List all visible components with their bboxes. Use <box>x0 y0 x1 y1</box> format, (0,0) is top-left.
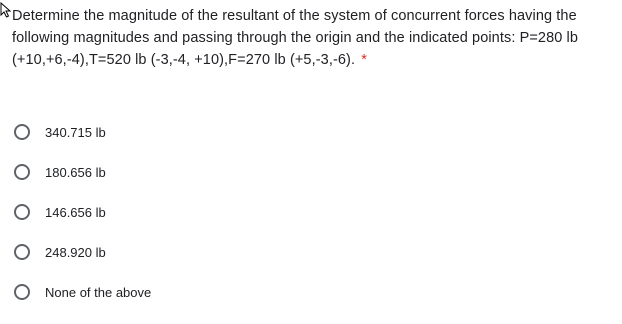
question-body: Determine the magnitude of the resultant of the system of concurrent forces having the following magnitudes and passing through the origin and the indicated points: P=280 lb (+10,+6,-4),T=520 lb (-3,-4, +10),F=270 lb (+5,-3,-6). <box>12 8 579 68</box>
option-label: 248.920 lb <box>45 244 106 260</box>
radio-button[interactable] <box>14 164 30 180</box>
option-1[interactable] <box>14 120 151 144</box>
answer-options <box>14 120 151 320</box>
radio-button[interactable] <box>14 124 30 140</box>
required-asterisk: * <box>361 52 367 68</box>
radio-button[interactable] <box>14 284 30 300</box>
radio-button[interactable] <box>14 244 30 260</box>
option-4[interactable] <box>14 240 151 264</box>
option-5[interactable] <box>14 280 151 304</box>
option-2[interactable] <box>14 160 151 184</box>
radio-button[interactable] <box>14 204 30 220</box>
option-label: 146.656 lb <box>45 204 106 220</box>
option-3[interactable] <box>14 200 151 224</box>
mouse-pointer-icon <box>0 2 12 18</box>
question-text <box>12 5 612 71</box>
option-label: 180.656 lb <box>45 164 106 180</box>
option-label: None of the above <box>45 284 152 300</box>
option-label: 340.715 lb <box>45 124 106 140</box>
